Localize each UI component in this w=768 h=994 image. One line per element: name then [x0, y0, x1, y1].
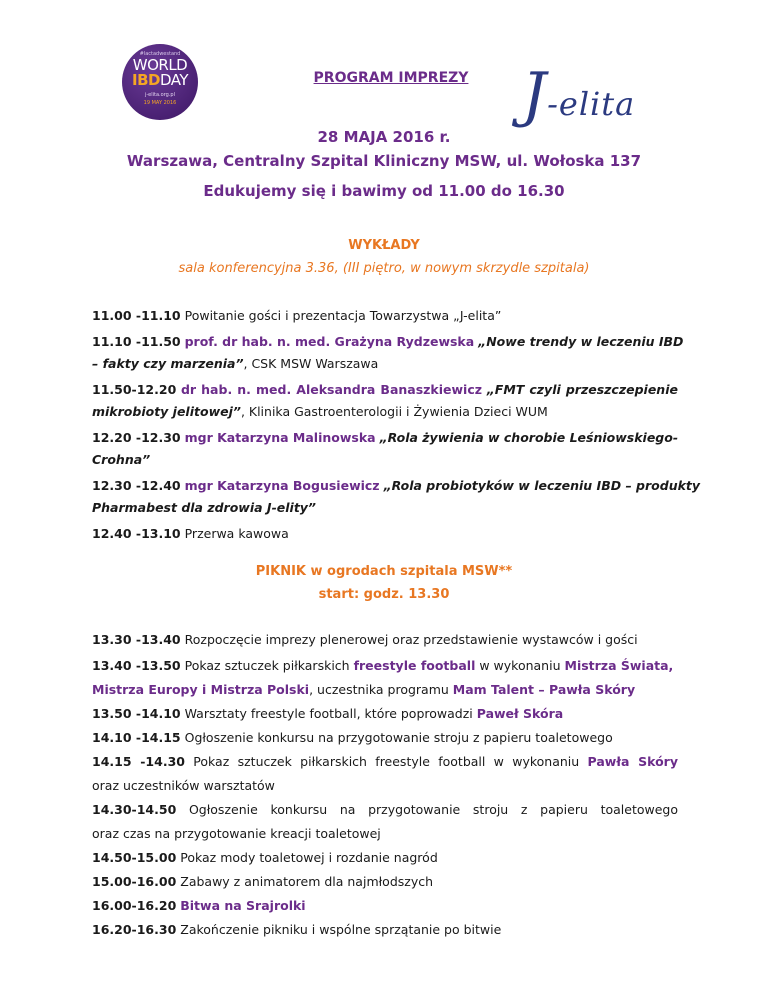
picnic-item [92, 802, 678, 818]
picnic-time: 15.00-16.00 [92, 874, 177, 889]
lecture-item-cont [92, 404, 678, 420]
picnic-item [92, 632, 678, 648]
lecture-item [92, 526, 678, 542]
lecture-item-cont [92, 500, 678, 516]
picnic-time: 14.30-14.50 [92, 802, 177, 817]
picnic-item [92, 874, 678, 890]
event-hours: Edukujemy się i bawimy od 11.00 do 16.30 [203, 182, 565, 200]
picnic-item [92, 898, 678, 914]
picnic-item-cont [92, 682, 678, 698]
lecture-title-cont: mikrobioty jelitowej” [92, 404, 241, 419]
lecture-time: 12.40 -13.10 [92, 526, 181, 541]
picnic-item-cont [92, 778, 678, 794]
picnic-item [92, 850, 678, 866]
picnic-text: , uczestnika programu [309, 682, 449, 697]
lecture-item [92, 382, 678, 398]
lecture-title: „Rola probiotyków w leczeniu IBD – produkty [383, 478, 701, 493]
picnic-text: Rozpoczęcie imprezy plenerowej oraz przedstawienie wystawców i gości [184, 632, 638, 647]
picnic-highlight: Mam Talent – Pawła Skóry [452, 682, 636, 697]
lecture-time: 12.30 -12.40 [92, 478, 181, 493]
picnic-time: 14.50-15.00 [92, 850, 177, 865]
picnic-item-cont [92, 826, 678, 842]
picnic-highlight: Mistrza Świata, [564, 658, 674, 673]
lecture-item-cont [92, 356, 678, 372]
page-title: PROGRAM IMPREZY [313, 70, 469, 86]
picnic-highlight: Paweł Skóra [476, 706, 564, 721]
lecture-title: „Rola żywienia w chorobie Leśniowskiego- [379, 430, 679, 445]
lecture-text: Przerwa kawowa [184, 526, 289, 541]
logo-line2-day: DAY [159, 71, 188, 89]
logo-site: j-elita.org.pl [144, 92, 175, 98]
picnic-highlight: freestyle football [353, 658, 476, 673]
lecture-title-cont: – fakty czy marzenia” [92, 356, 244, 371]
picnic-text: Pokaz mody toaletowej i rozdanie nagród [180, 850, 438, 865]
picnic-highlight: Pawła Skóry [587, 754, 678, 769]
picnic-item [92, 730, 678, 746]
lecture-item [92, 334, 684, 350]
lecture-item-cont [92, 452, 678, 468]
picnic-time: 16.00-16.20 [92, 898, 177, 913]
picnic-text: Zabawy z animatorem dla najmłodszych [180, 874, 434, 889]
picnic-heading: PIKNIK w ogrodach szpitala MSW** [255, 564, 513, 579]
event-location: Warszawa, Centralny Szpital Kliniczny MSW, ul. Wołoska 137 [126, 152, 642, 170]
lecture-time: 12.20 -12.30 [92, 430, 181, 445]
logo-date: 19 MAY 2016 [143, 100, 177, 106]
picnic-item [92, 658, 678, 674]
picnic-text: oraz uczestników warsztatów [92, 778, 275, 793]
logo-line2-ibd: IBD [131, 71, 160, 89]
picnic-time: 14.15 -14.30 [92, 754, 185, 769]
lecture-item [92, 430, 678, 446]
lecture-item [92, 478, 701, 494]
picnic-text: Pokaz sztuczek piłkarskich freestyle football w wykonaniu [193, 754, 580, 769]
picnic-time: 13.40 -13.50 [92, 658, 181, 673]
lecture-title: „FMT czyli przeszczepienie [486, 382, 678, 397]
lecture-speaker: prof. dr hab. n. med. Grażyna Rydzewska [184, 334, 475, 349]
lecture-time: 11.00 -11.10 [92, 308, 181, 323]
picnic-text: w wykonaniu [479, 658, 561, 673]
picnic-start: start: godz. 13.30 [318, 587, 450, 602]
lecture-speaker: dr hab. n. med. Aleksandra Banaszkiewicz [180, 382, 483, 397]
picnic-time: 13.50 -14.10 [92, 706, 181, 721]
picnic-time: 16.20-16.30 [92, 922, 177, 937]
j-elita-logo-j: J [522, 60, 548, 130]
lecture-title: „Nowe trendy w leczeniu IBD [478, 334, 684, 349]
lectures-heading: WYKŁADY [348, 238, 420, 253]
picnic-text: Ogłoszenie konkursu na przygotowanie stroju z papieru toaletowego [188, 802, 678, 817]
picnic-highlight: Bitwa na Srajrolki [180, 898, 306, 913]
logo-hashtag: #lactadwestand [139, 51, 181, 57]
lecture-title-cont: Pharmabest dla zdrowia J-elity” [92, 500, 316, 515]
lecture-speaker: mgr Katarzyna Malinowska [184, 430, 376, 445]
picnic-item [92, 754, 678, 770]
picnic-text: oraz czas na przygotowanie kreacji toaletowej [92, 826, 381, 841]
picnic-item [92, 706, 678, 722]
event-date: 28 MAJA 2016 r. [317, 128, 451, 146]
lectures-room: sala konferencyjna 3.36, (III piętro, w nowym skrzydle szpitala) [178, 261, 590, 276]
picnic-time: 14.10 -14.15 [92, 730, 181, 745]
lecture-speaker: mgr Katarzyna Bogusiewicz [184, 478, 380, 493]
j-elita-logo-rest: -elita [547, 85, 636, 123]
picnic-item [92, 922, 678, 938]
lecture-item [92, 308, 678, 324]
picnic-highlight: Mistrza Europy i Mistrza Polski [92, 682, 310, 697]
lecture-title-cont: Crohna” [92, 452, 151, 467]
picnic-text: Ogłoszenie konkursu na przygotowanie stroju z papieru toaletowego [184, 730, 613, 745]
picnic-text: Warsztaty freestyle football, które poprowadzi [184, 706, 473, 721]
lecture-time: 11.50-12.20 [92, 382, 177, 397]
picnic-text: Pokaz sztuczek piłkarskich [184, 658, 350, 673]
logo-line1: WORLD [132, 56, 188, 74]
lecture-affiliation: , Klinika Gastroenterologii i Żywienia Dzieci WUM [240, 404, 548, 419]
picnic-text: Zakończenie pikniku i wspólne sprzątanie po bitwie [180, 922, 502, 937]
lecture-affiliation: , CSK MSW Warszawa [243, 356, 379, 371]
lecture-text: Powitanie gości i prezentacja Towarzystwa „J-elita” [184, 308, 502, 323]
picnic-time: 13.30 -13.40 [92, 632, 181, 647]
lecture-time: 11.10 -11.50 [92, 334, 181, 349]
